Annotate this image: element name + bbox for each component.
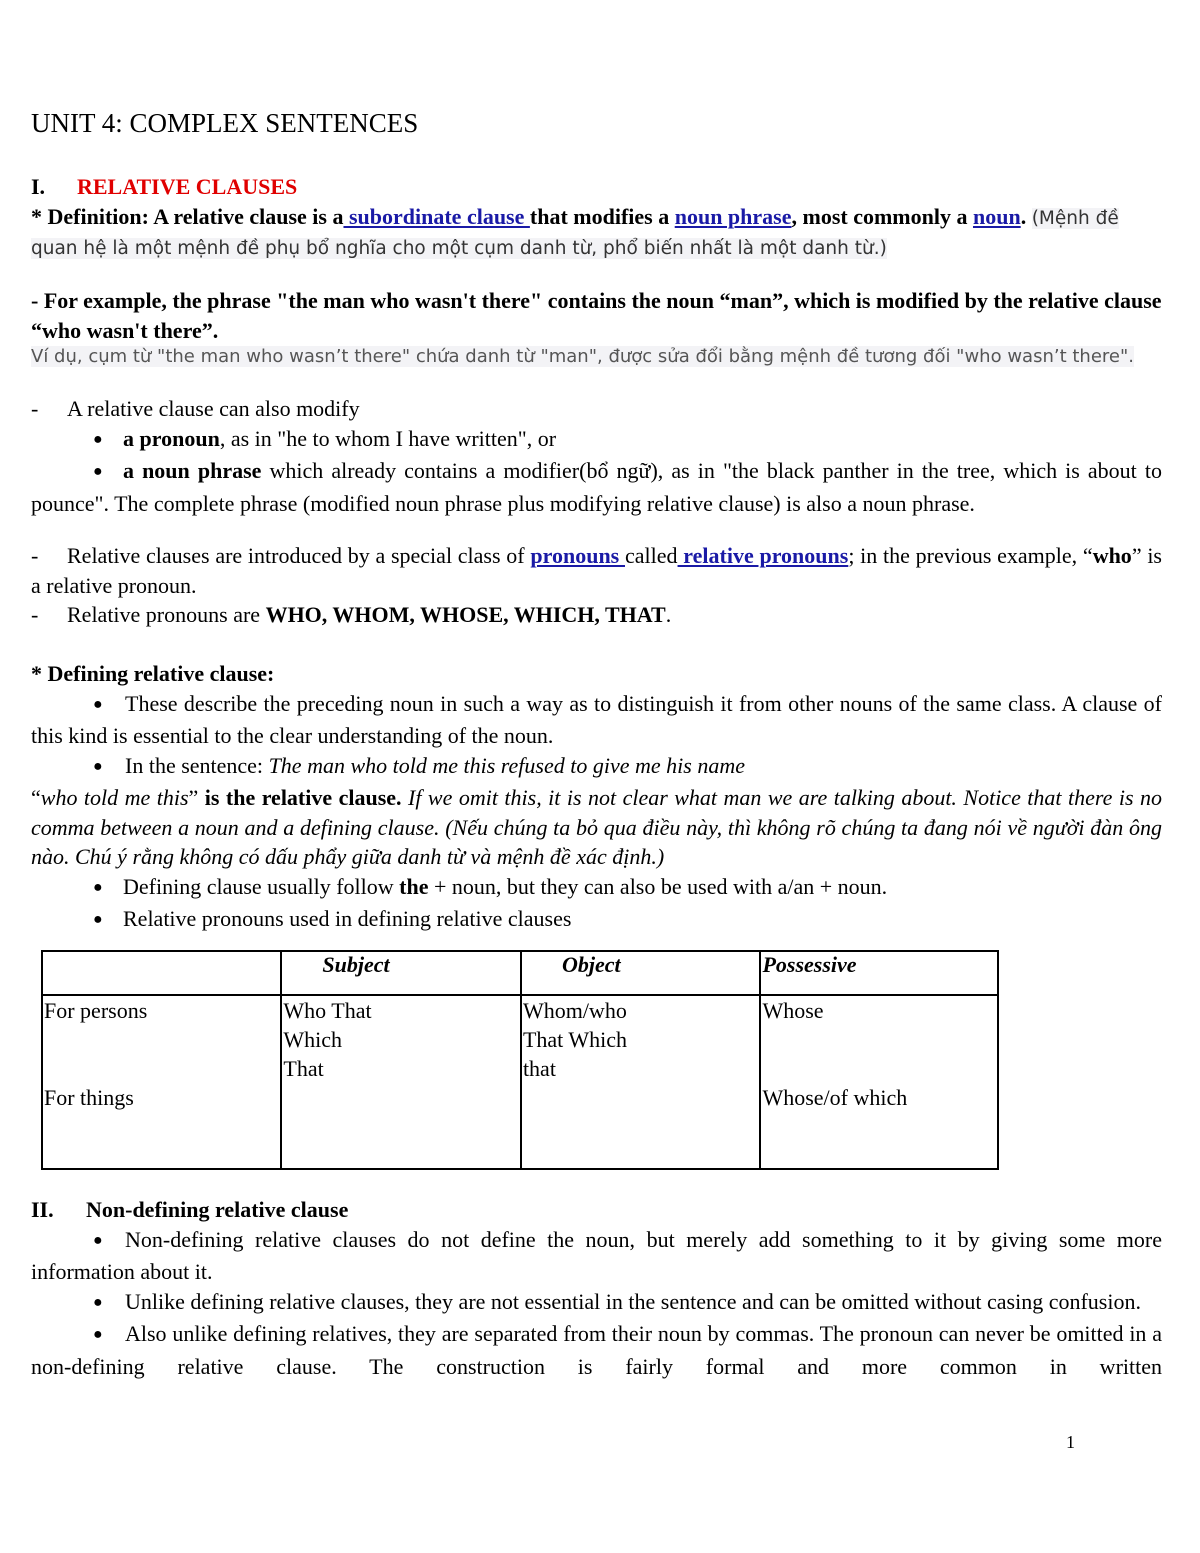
example-text: - For example, the phrase "the man who wasn't there" contains the noun “man”, which is modified by the relative clause “who wasn't there”. [31, 288, 1162, 343]
section-1-label: RELATIVE CLAUSES [77, 174, 298, 199]
section-2-heading [31, 1195, 1162, 1225]
row-label-things: For things [44, 1085, 134, 1110]
introduced-pre: Relative clauses are introduced by a special class of [67, 543, 531, 568]
section-2-b2-text: Unlike defining relative clauses, they are not essential in the sentence and can be omitted without casing confusion. [125, 1288, 1141, 1314]
link-pronouns[interactable]: pronouns [530, 543, 625, 568]
section-2-bullet-2 [31, 1287, 1162, 1320]
section-2-b3-text: Also unlike defining relatives, they are separated from their noun by commas. The pronoun can never be omitted in a non-defining relative clause. The construction is fairly formal and more common in written [31, 1321, 1162, 1379]
table-header-subject: Subject [281, 951, 521, 995]
link-noun-phrase[interactable]: noun phrase [674, 204, 792, 229]
table-cell-possessive [760, 995, 998, 1169]
bullet-icon [31, 872, 123, 905]
defining-explanation [31, 783, 1162, 872]
bullet-dot: ● [93, 1293, 103, 1311]
subject-value: That [283, 1056, 324, 1081]
noun-phrase-rest: which already contains a modifier(bổ ngữ), as in "the black panther in the tree, which is about to pounce". The complete phrase (modified noun phrase plus modifying relative clause) is also a noun phrase. [31, 458, 1162, 516]
section-2-label: Non-defining relative clause [86, 1197, 349, 1222]
bullet-dot: ● [93, 1326, 103, 1343]
example-paragraph [31, 286, 1162, 345]
pronoun-bold: a pronoun [123, 425, 220, 451]
bullet-pronoun [31, 424, 1162, 457]
subject-value: Which [283, 1027, 343, 1052]
defining-b4-post: + noun, but they can also be used with a/an + noun. [428, 873, 888, 899]
pronouns-pre: Relative pronouns are [67, 602, 266, 627]
bullet-icon [31, 1319, 125, 1352]
page-number: 1 [1066, 1432, 1075, 1452]
defining-b1-text: These describe the preceding noun in such a way as to distinguish it from other nouns of the same class. A clause of this kind is essential to the clear understanding of the noun. [31, 690, 1162, 748]
table-cell-subject [281, 995, 521, 1169]
noun-phrase-bold: a noun phrase [123, 458, 262, 483]
dash-marker: - [31, 396, 39, 421]
defining-b3-rest: If we omit this, it is not clear what man we are talking about. Notice that there is no comma between a noun and a defining clause. (Nếu chúng ta bỏ qua điều này, thì không rõ chúng ta đang nói về người đàn ông nào. Chú ý rằng không có dấu phẩy giữa danh từ và mệnh đề xác định.) [31, 785, 1162, 869]
bullet-icon [31, 1287, 125, 1320]
table-header-empty [42, 951, 281, 995]
quote-close: ” [188, 785, 205, 810]
section-2 [31, 1195, 1162, 1381]
table-header-object: Object [521, 951, 761, 995]
bullet-dot: ● [93, 463, 103, 480]
introduced-who: who [1092, 543, 1132, 568]
bullet-noun-phrase [31, 456, 1162, 518]
dash-marker: - [31, 602, 39, 627]
object-value: that [522, 1056, 556, 1081]
row-label-persons: For persons [44, 998, 148, 1023]
section-2-number: II. [31, 1197, 54, 1222]
introduced-post1: ; in the previous example, “ [848, 543, 1093, 568]
bullet-icon [31, 751, 125, 784]
modify-intro [31, 394, 1162, 424]
table-cell-object [521, 995, 761, 1169]
defining-b4-the: the [399, 873, 429, 899]
possessive-value: Whose [762, 998, 824, 1023]
bullet-icon [31, 904, 123, 937]
bullet-icon [31, 689, 125, 722]
defining-b5-text: Relative pronouns used in defining relative clauses [123, 906, 572, 931]
bullet-dot: ● [93, 878, 103, 896]
defining-b3-bold: is the relative clause. [204, 785, 402, 810]
defining-bullet-2 [31, 751, 1162, 784]
pronouns-list: WHO, WHOM, WHOSE, WHICH, THAT [265, 602, 666, 627]
definition-mid2: , most commonly a [791, 204, 973, 229]
table-row [42, 995, 998, 1169]
pronouns-end: . [665, 602, 672, 627]
definition-end: . [1020, 204, 1032, 229]
modify-intro-text: A relative clause can also modify [67, 396, 360, 421]
defining-b4-pre: Defining clause usually follow [123, 873, 400, 899]
bullet-icon [31, 456, 123, 489]
defining-b2-pre: In the sentence: [125, 752, 269, 778]
quote-open: “ [31, 785, 41, 810]
example-vietnamese [31, 345, 1162, 368]
modify-list [31, 394, 1162, 518]
link-subordinate-clause[interactable]: subordinate clause [343, 204, 530, 229]
introduced-post2: ” is a relative pronoun. [31, 543, 1162, 598]
relative-pronouns-table [41, 950, 999, 1170]
section-2-bullet-1 [31, 1225, 1162, 1287]
page-title: UNIT 4: COMPLEX SENTENCES [31, 108, 419, 138]
bullet-icon [31, 424, 123, 457]
defining-bullet-4 [31, 872, 1162, 905]
bullet-dot: ● [93, 430, 103, 448]
definition-mid: that modifies a [529, 204, 675, 229]
example-vietnamese-text: Ví dụ, cụm từ "the man who wasn’t there" chứa danh từ "man", được sửa đổi bằng mệnh đề tương đối "who wasn’t there". [31, 346, 1134, 367]
definition-paragraph [31, 202, 1162, 261]
section-1-heading [31, 172, 297, 201]
pronouns-paragraph [31, 600, 1162, 630]
defining-b2-italic: The man who told me this refused to give me his name [268, 752, 745, 778]
subject-value: Who That [283, 998, 372, 1023]
defining-section [31, 659, 1162, 937]
link-noun[interactable]: noun [972, 204, 1021, 229]
pronoun-rest: , as in "he to whom I have written", or [219, 425, 557, 451]
possessive-value: Whose/of which [762, 1085, 908, 1110]
defining-b3-italic: who told me this [40, 785, 189, 810]
defining-heading: * Defining relative clause: [31, 661, 275, 686]
table-header-row [42, 951, 998, 995]
section-2-b1-text: Non-defining relative clauses do not define the noun, but merely add something to it by giving some more information about it. [31, 1226, 1162, 1284]
table-header-possessive: Possessive [760, 951, 998, 995]
bullet-dot: ● [93, 911, 103, 928]
bullet-dot: ● [93, 757, 103, 775]
definition-lead: * Definition: A relative clause is a [31, 204, 344, 229]
section-2-bullet-3 [31, 1319, 1162, 1381]
bullet-icon [31, 1225, 125, 1258]
defining-bullet-5 [31, 904, 1162, 937]
object-value: Whom/who [522, 998, 627, 1023]
link-relative-pronouns[interactable]: relative pronouns [677, 543, 849, 568]
table-cell-labels [42, 995, 281, 1169]
introduced-mid: called [625, 543, 678, 568]
bullet-dot: ● [93, 1231, 103, 1249]
bullet-dot: ● [93, 695, 103, 713]
object-value: That Which [522, 1027, 627, 1052]
introduced-paragraph [31, 541, 1162, 600]
dash-marker: - [31, 543, 39, 568]
defining-bullet-1 [31, 689, 1162, 751]
section-1-number: I. [31, 174, 46, 199]
definition-vietnamese: (Mệnh đề quan hệ là một mệnh đề phụ bổ nghĩa cho một cụm danh từ, phổ biến nhất là một danh từ.) [31, 208, 1119, 259]
